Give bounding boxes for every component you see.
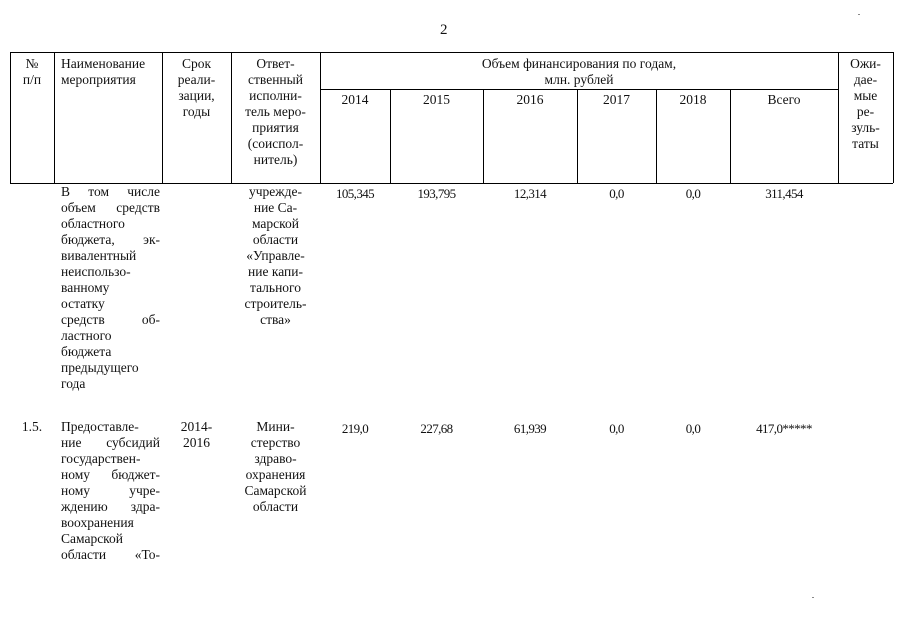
row-2-term: 2014- 2016 <box>180 419 213 450</box>
row-1-executor: учрежде- ние Са- марской области «Управле- ние капи- тального строитель- ства» <box>244 184 307 327</box>
row-1-value-2014: 105,345 <box>335 186 375 201</box>
header-year-2015: 2015 <box>423 92 450 107</box>
row-2-executor: Мини- стерство здраво- охранения Самарской области <box>244 419 307 514</box>
row-1-name: В том числе объем средств областного бюджета, эк- вивалентный неиспользо- ванному остатку средств об- ластного бюджета предыдущего года <box>61 184 160 391</box>
scan-speck <box>858 14 860 15</box>
header-year-2016: 2016 <box>516 92 544 107</box>
header-number: № п/п <box>22 56 42 87</box>
header-year-2018: 2018 <box>679 92 707 107</box>
header-results: Ожи- дае- мые ре- зуль- таты <box>850 56 881 151</box>
row-1-value-total: 311,454 <box>765 186 803 201</box>
row-2-number: 1.5. <box>21 419 43 434</box>
header-year-2017: 2017 <box>603 92 630 107</box>
row-1-value-2018: 0,0 <box>685 186 701 201</box>
header-term: Срок реали- зации, годы <box>177 56 216 119</box>
row-2-value-total: 417,0***** <box>756 421 812 436</box>
row-2-name: Предоставле- ние субсидий государствен- ному бюджет- ному учре- ждению здра- воохранения Самарской области «То- <box>61 419 160 562</box>
row-2-value-2018: 0,0 <box>685 421 701 436</box>
row-2-value-2015: 227,68 <box>420 421 453 436</box>
header-executor: Ответ- ственный исполни- тель меро- приятия (соиспол- нитель) <box>245 56 306 167</box>
page-number: 2 <box>440 22 448 38</box>
row-2-value-2016: 61,939 <box>513 421 547 436</box>
row-2-value-2014: 219,0 <box>341 421 369 436</box>
row-1-value-2015: 193,795 <box>417 186 456 201</box>
row-2-value-2017: 0,0 <box>609 421 624 436</box>
row-1-value-2016: 12,314 <box>513 186 547 201</box>
header-funding-title: Объем финансирования по годам, млн. рублей <box>481 56 677 87</box>
header-total: Всего <box>767 92 801 107</box>
row-1-value-2017: 0,0 <box>609 186 624 201</box>
scan-speck <box>812 597 814 598</box>
header-year-2014: 2014 <box>341 92 369 107</box>
header-name: Наименование мероприятия <box>61 56 146 87</box>
